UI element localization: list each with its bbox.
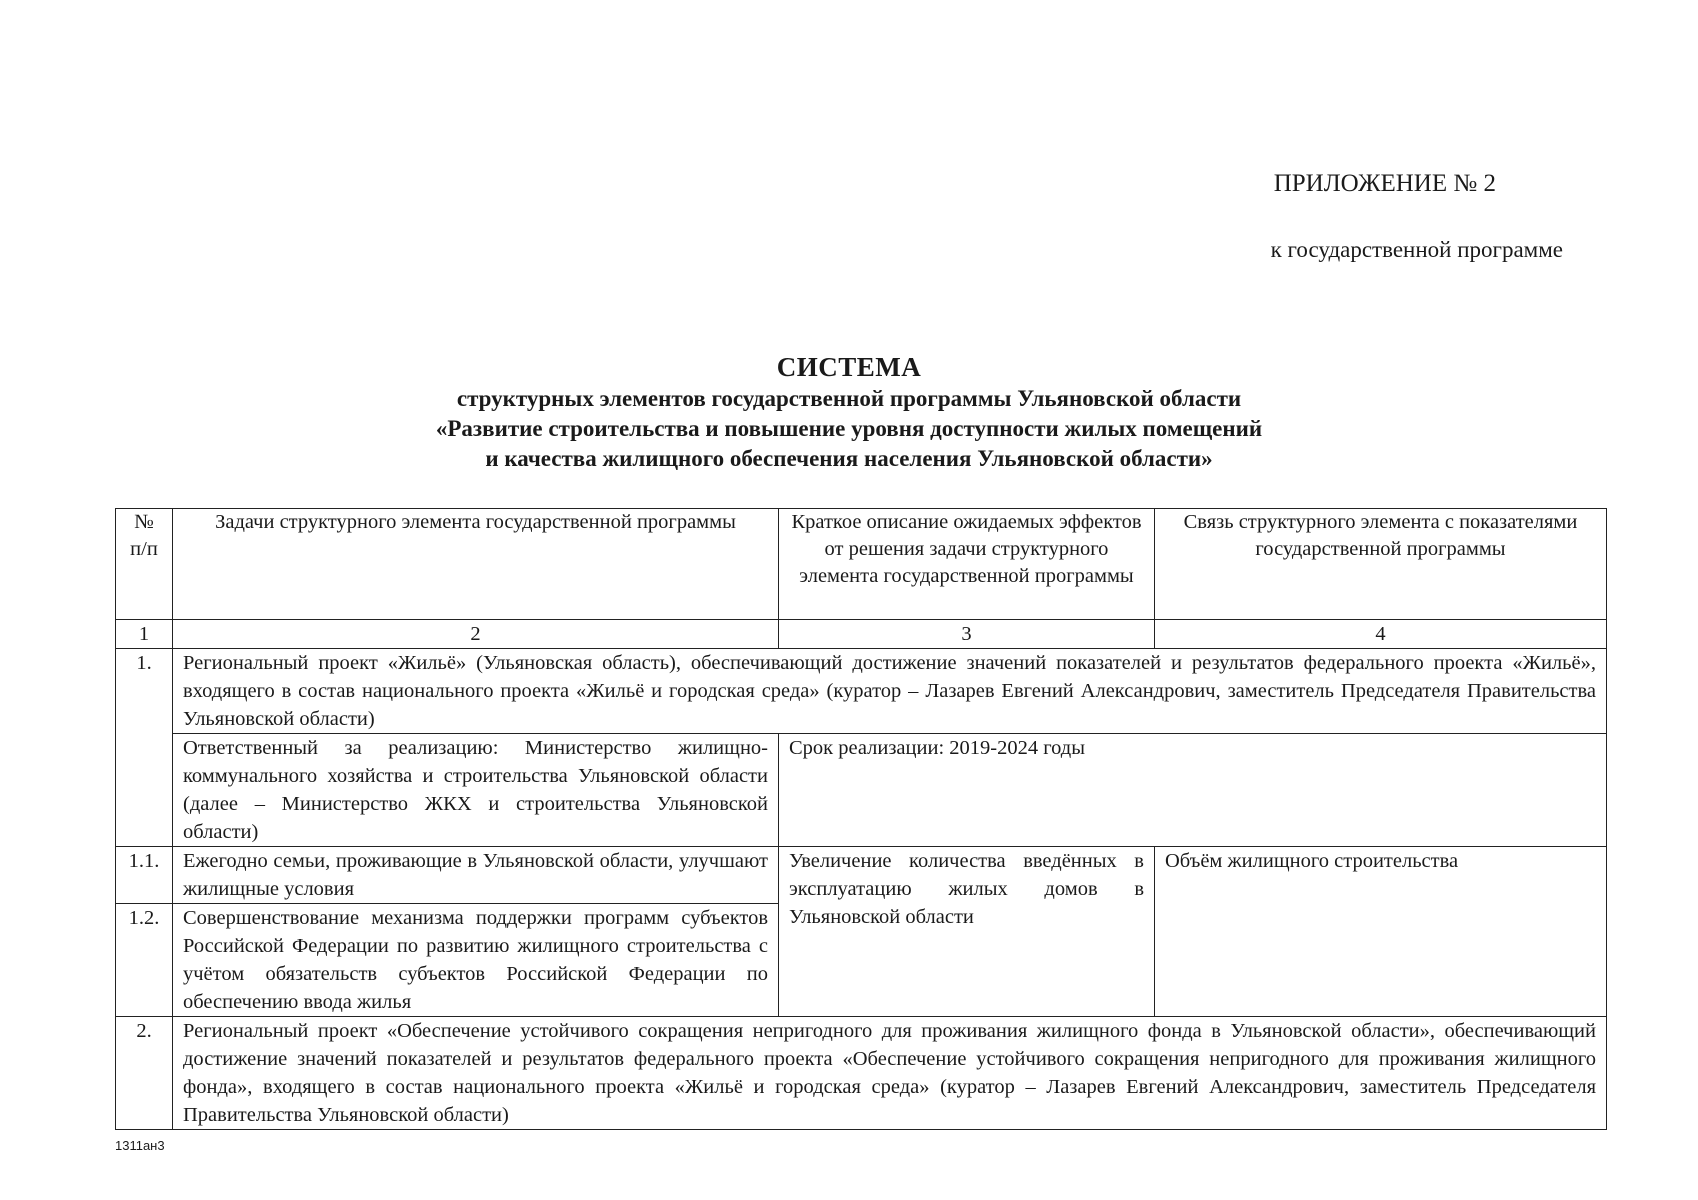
header-row	[116, 509, 1607, 620]
row-task: Совершенствование механизма поддержки программ субъектов Российской Федерации по развитию жилищного строительства с учётом обязательств субъектов Российской Федерации по обеспечению ввода жилья	[173, 904, 779, 1017]
section-1-title: Региональный проект «Жильё» (Ульяновская область), обеспечивающий достижение значений показателей и результатов федерального проекта «Жильё», входящего в состав национального проекта «Жильё и городская среда» (куратор – Лазарев Евгений Александрович, заместитель Председателя Правительства Ульяновской области)	[173, 649, 1607, 734]
section-1-term: Срок реализации: 2019-2024 годы	[779, 734, 1607, 847]
section-1-number: 1.	[116, 649, 173, 847]
table-row	[116, 847, 1607, 904]
section-2-title-row	[116, 1017, 1607, 1130]
header-effects: Краткое описание ожидаемых эффектов от решения задачи структурного элемента государственной программы	[779, 509, 1155, 620]
section-2-number: 2.	[116, 1017, 173, 1130]
row-effect: Увеличение количества введённых в эксплуатацию жилых домов в Ульяновской области	[779, 847, 1155, 1017]
section-1-responsible-row	[116, 734, 1607, 847]
header-indicators: Связь структурного элемента с показателями государственной программы	[1155, 509, 1607, 620]
title-line-3: и качества жилищного обеспечения населения Ульяновской области»	[485, 446, 1213, 471]
row-number: 1.2.	[116, 904, 173, 1017]
section-2-title: Региональный проект «Обеспечение устойчивого сокращения непригодного для проживания жилищного фонда в Ульяновской области», обеспечивающий достижение значений показателей и результатов федерального проекта «Обеспечение устойчивого сокращения непригодного для проживания жилищного фонда», входящего в состав национального проекта «Жильё и городская среда» (куратор – Лазарев Евгений Александрович, заместитель Председателя Правительства Ульяновской области)	[173, 1017, 1607, 1130]
title-line-1: структурных элементов государственной программы Ульяновской области	[456, 386, 1242, 411]
section-1-responsible: Ответственный за реализацию: Министерство жилищно-коммунального хозяйства и строительства Ульяновской области (далее – Министерство ЖКХ и строительства Ульяновской области)	[173, 734, 779, 847]
appendix-label: ПРИЛОЖЕНИЕ № 2	[1273, 170, 1496, 197]
appendix-subtitle: к государственной программе	[1270, 237, 1563, 262]
row-number: 1.1.	[116, 847, 173, 904]
column-number-row	[116, 620, 1607, 649]
document-title	[0, 350, 1698, 474]
row-indicator: Объём жилищного строительства	[1155, 847, 1607, 1017]
title-main: СИСТЕМА	[776, 352, 922, 382]
title-line-2: «Развитие строительства и повышение уровня доступности жилых помещений	[435, 416, 1263, 441]
column-number: 3	[779, 620, 1155, 649]
section-1-title-row	[116, 649, 1607, 734]
footer-code: 1311ан3	[115, 1138, 165, 1153]
column-number: 4	[1155, 620, 1607, 649]
column-number: 2	[173, 620, 779, 649]
column-number: 1	[116, 620, 173, 649]
header-tasks: Задачи структурного элемента государственной программы	[173, 509, 779, 620]
structure-table	[115, 508, 1607, 1130]
header-number: № п/п	[116, 509, 173, 620]
row-task: Ежегодно семьи, проживающие в Ульяновской области, улучшают жилищные условия	[173, 847, 779, 904]
